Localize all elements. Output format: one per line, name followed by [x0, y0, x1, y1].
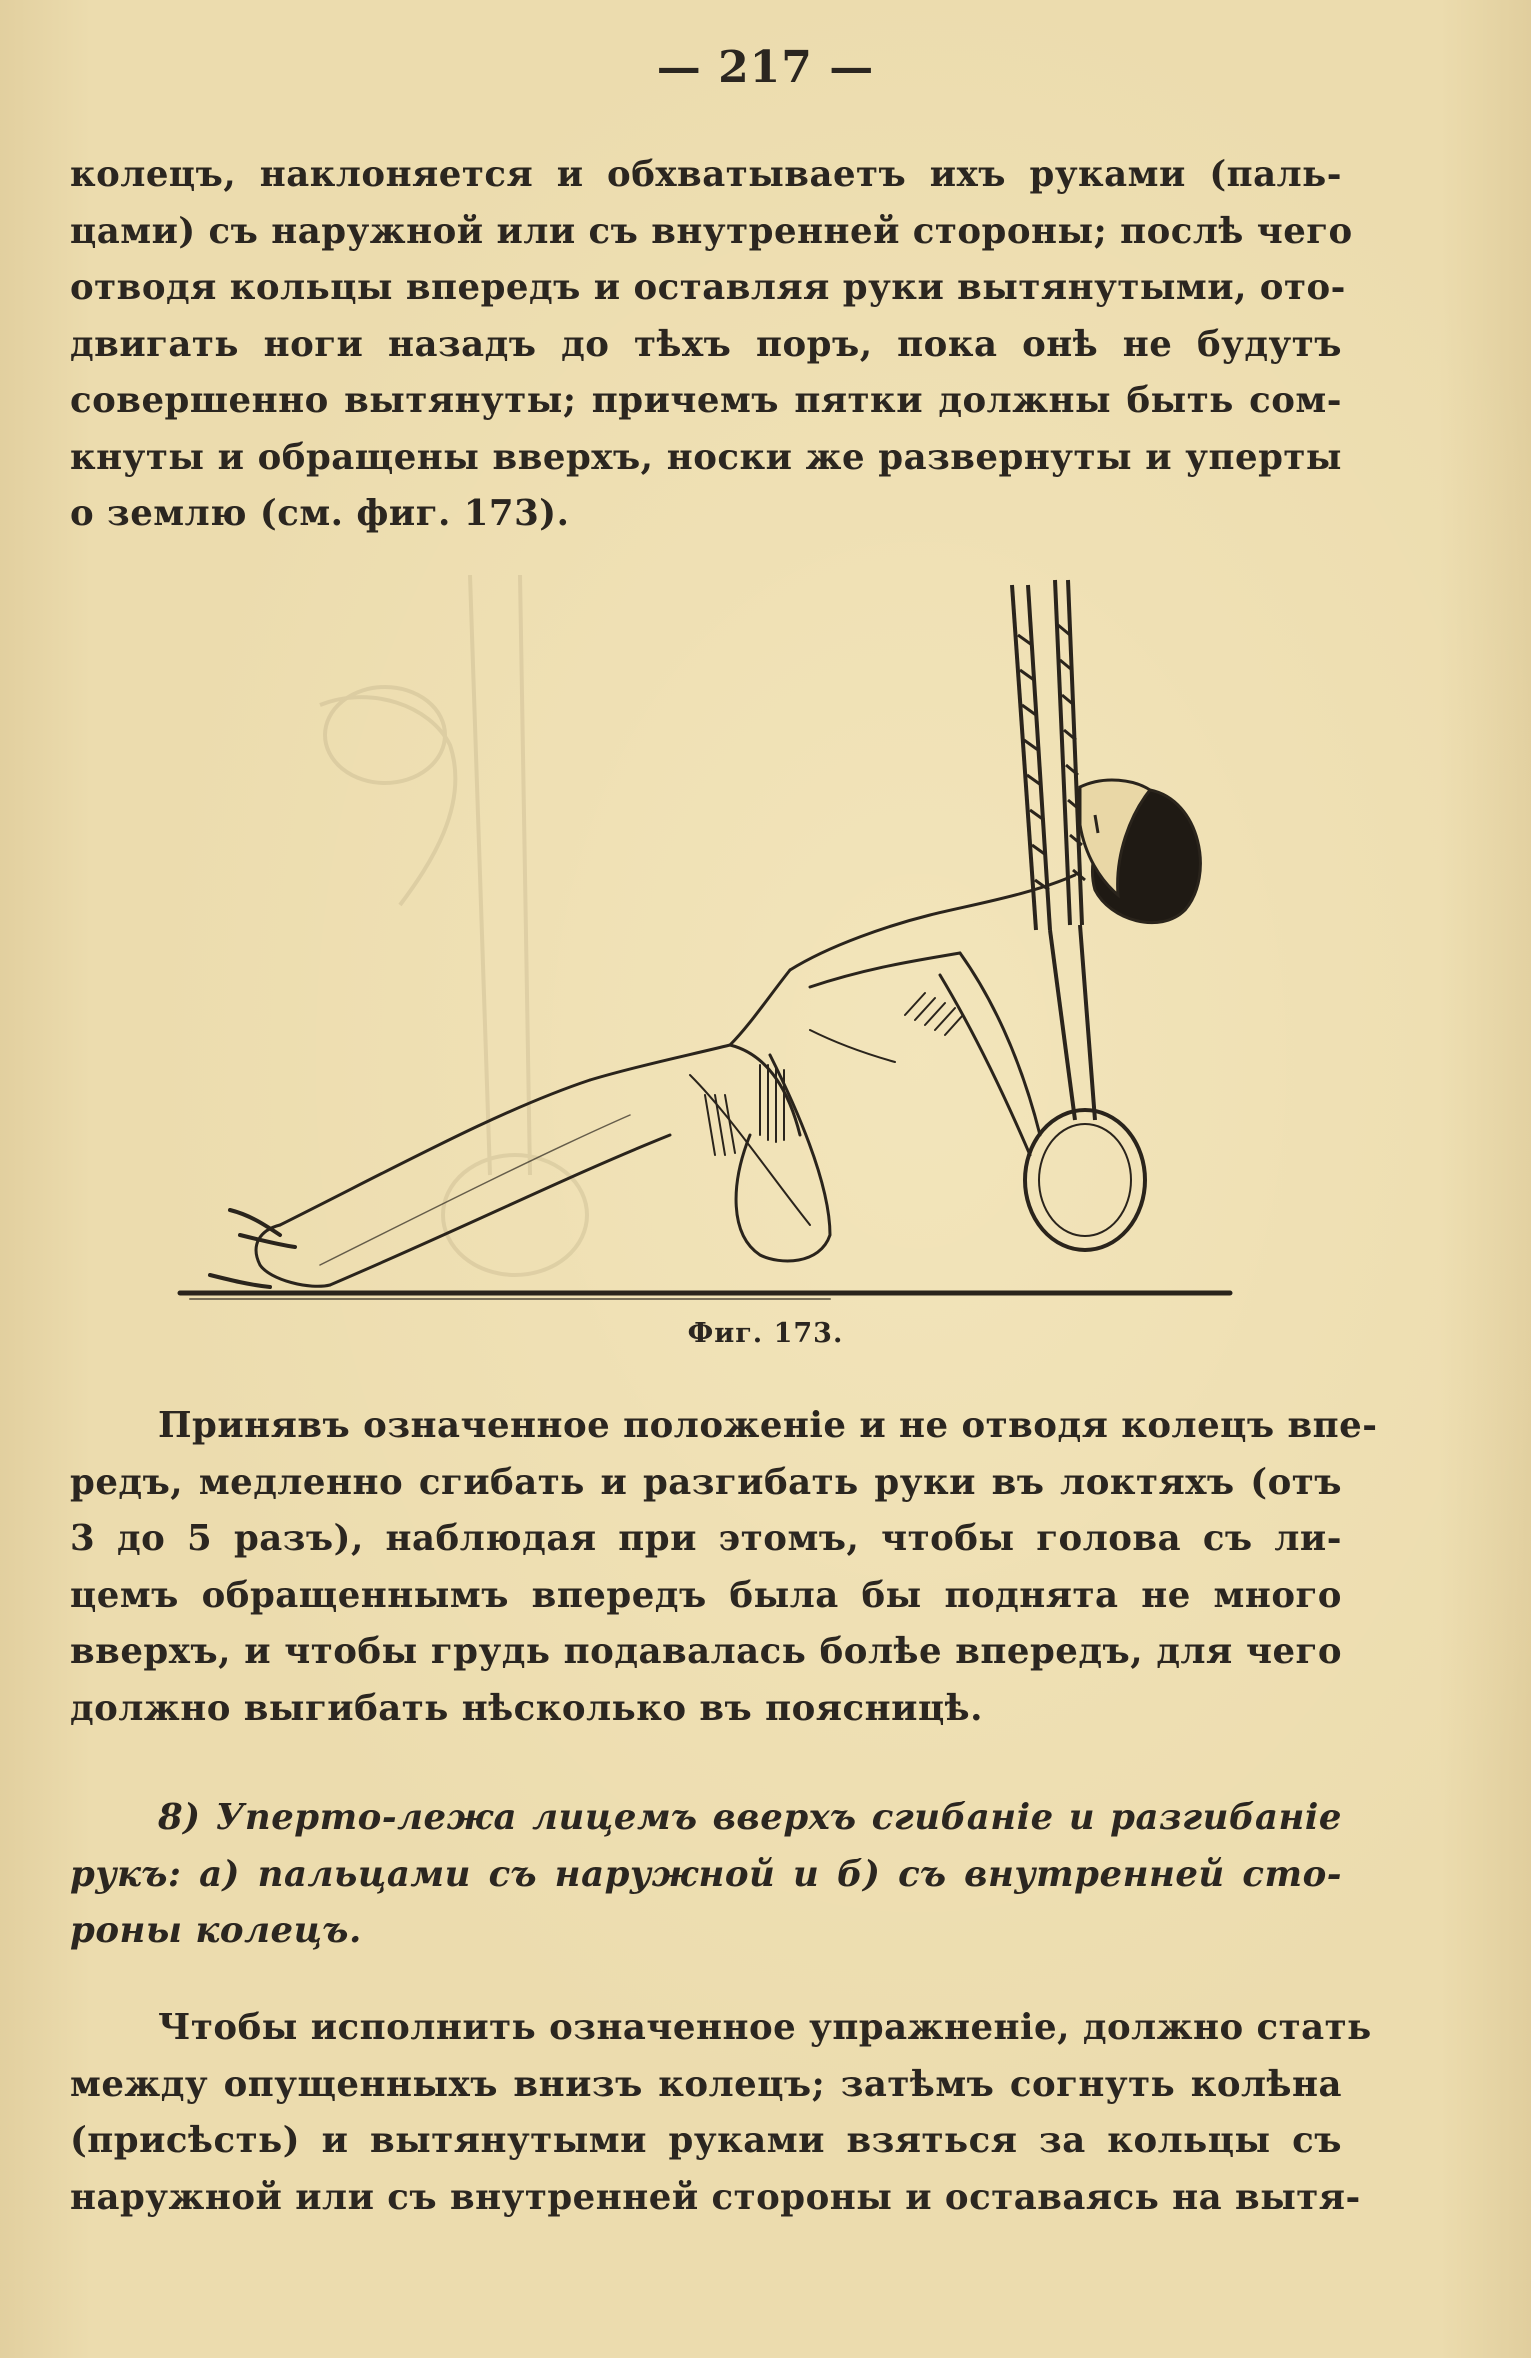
gymnast-on-rings-drawing: [170, 575, 1250, 1305]
text-line: о землю (см. фиг. 173).: [70, 493, 570, 534]
figure-caption: Фиг. 173.: [687, 1318, 844, 1349]
heading-line: рукъ: а) пальцами съ наружной и б) съ внутренней сто-: [70, 1853, 1342, 1895]
text-line: между опущенныхъ внизъ колецъ; затѣмъ согнуть колѣна: [70, 2063, 1342, 2105]
text-line: редъ, медленно сгибать и разгибать руки въ локтяхъ (отъ: [70, 1461, 1342, 1503]
text-line: цами) съ наружной или съ внутренней стороны; послѣ чего: [70, 210, 1353, 252]
text-line: наружной или съ внутренней стороны и оставаясь на вытя-: [70, 2176, 1361, 2218]
paragraph-1: [70, 147, 1353, 543]
text-line: вверхъ, и чтобы грудь подавалась болѣе впередъ, для чего: [70, 1631, 1342, 1672]
text-line: совершенно вытянуты; причемъ пятки должны быть сом-: [70, 380, 1342, 421]
heading-line: 8) Уперто-лежа лицемъ вверхъ сгибаніе и разгибаніе: [158, 1797, 1342, 1838]
text-line: должно выгибать нѣсколько въ поясницѣ.: [70, 1687, 984, 1729]
text-line: (присѣсть) и вытянутыми руками взяться за кольцы съ: [70, 2120, 1342, 2161]
text-line: 3 до 5 разъ), наблюдая при этомъ, чтобы голова съ ли-: [70, 1518, 1342, 1559]
text-line: отводя кольцы впередъ и оставляя руки вытянутыми, ото-: [70, 267, 1346, 308]
figure-173-illustration: [170, 575, 1250, 1305]
text-line: Принявъ означенное положеніе и не отводя колецъ впе-: [158, 1405, 1378, 1446]
text-line: цемъ обращеннымъ впередъ была бы поднята не много: [70, 1574, 1342, 1616]
paragraph-3: [70, 2000, 1372, 2226]
text-line: двигать ноги назадъ до тѣхъ поръ, пока онѣ не будутъ: [70, 323, 1342, 365]
text-line: колецъ, наклоняется и обхватываетъ ихъ руками (паль-: [70, 154, 1342, 195]
text-line: кнуты и обращены вверхъ, носки же развернуты и уперты: [70, 436, 1342, 478]
page-number: — 217 —: [656, 42, 875, 93]
text-line: Чтобы исполнить означенное упражненіе, должно стать: [158, 2007, 1372, 2048]
paragraph-2: [70, 1398, 1378, 1737]
heading-line: роны колецъ.: [70, 1910, 362, 1951]
section-heading: [70, 1790, 1342, 1960]
